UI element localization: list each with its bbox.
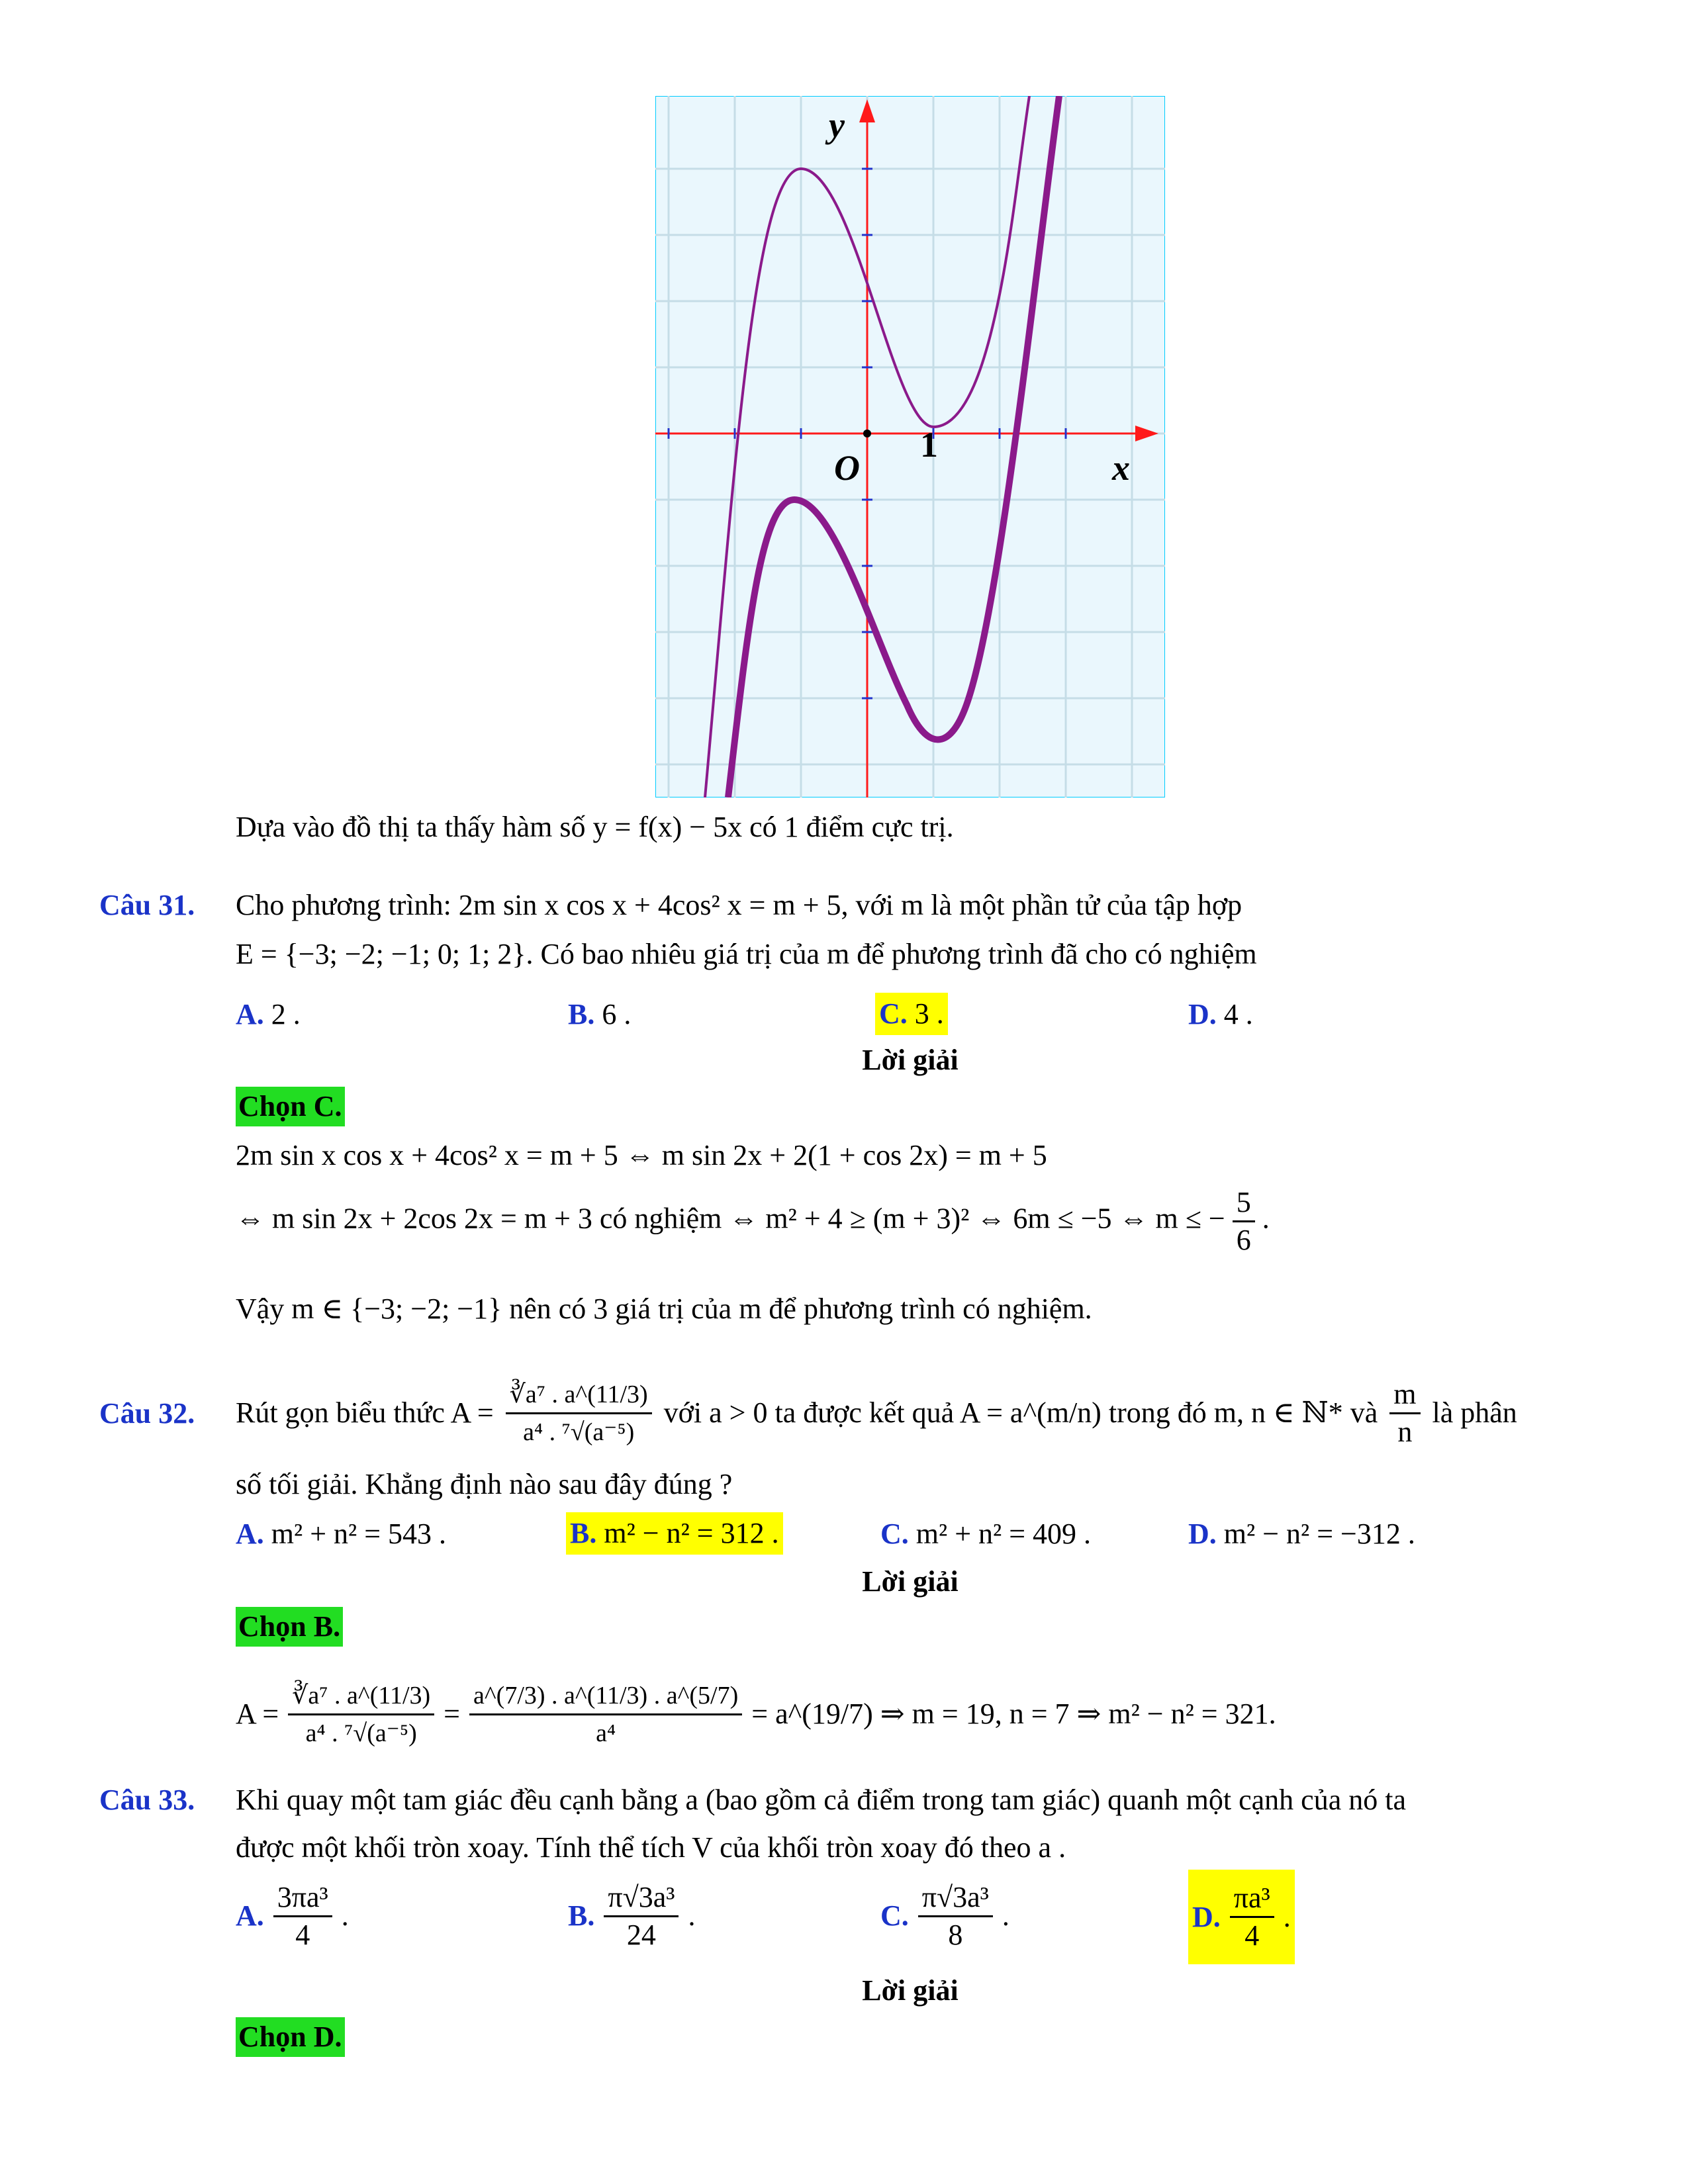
option-fraction (604, 1880, 679, 1953)
q32-choice: Chọn B. (236, 1607, 343, 1647)
option-letter: A. (236, 1899, 264, 1932)
q33-option-b[interactable]: B. $\frac{\text{π√3a³}}{24}$ . (568, 1873, 695, 1959)
q31-step2-fraction (1233, 1185, 1255, 1258)
option-letter: D. (1192, 1900, 1221, 1933)
option-value: 6 . (602, 998, 632, 1030)
q31-step2-text: ⇔ m sin 2x + 2cos 2x = m + 3 có nghiệm ⇔ m² + 4 ≥ (m + 3)² ⇔ 6m ≤ −5 ⇔ m ≤ − (236, 1202, 1225, 1235)
q33-option-a[interactable]: A. $\frac{\text{3πa³}}{4}$ . (236, 1873, 349, 1959)
option-value: 4 . (1223, 998, 1253, 1030)
option-value: m² − n² = 312 . (604, 1517, 779, 1549)
option-letter: D. (1188, 998, 1217, 1030)
option-letter: C. (879, 997, 908, 1030)
axis-x-label: x (1112, 448, 1130, 488)
question-31-line2: E = {−3; −2; −1; 0; 1; 2}. Có bao nhiêu giá trị của m để phương trình đã cho có nghiệm (236, 938, 1257, 970)
q33-option-c[interactable]: C. $\frac{\text{π√3a³}}{8}$ . (880, 1873, 1009, 1959)
origin-label: O (834, 448, 860, 488)
q31-step1: 2m sin x cos x + 4cos² x = m + 5 ⇔ m sin 2x + 2(1 + cos 2x) = m + 5 (236, 1139, 1047, 1171)
q32-solution-title: Lời giải (862, 1565, 959, 1598)
fraction-denominator: a⁴ (596, 1719, 616, 1747)
option-letter: A. (236, 1518, 264, 1550)
question-32-line1 (236, 1350, 1517, 1476)
fraction-numerator: πa³ (1230, 1880, 1274, 1918)
question-31-line1: Cho phương trình: 2m sin x cos x + 4cos² x = m + 5, với m là một phần tử của tập hợp (236, 889, 1243, 921)
q33-solution-title: Lời giải (862, 1974, 959, 2007)
fraction-denominator: 8 (948, 1918, 963, 1951)
fraction-numerator: ∛a⁷ . a^(11/3) (288, 1678, 434, 1715)
q32-mn-fraction (1389, 1377, 1420, 1450)
fraction-denominator: 4 (1244, 1919, 1260, 1952)
q32-sol-tail: = a^(19/7) ⇒ m = 19, n = 7 ⇒ m² − n² = 321. (751, 1698, 1276, 1730)
question-33-line2: được một khối tròn xoay. Tính thể tích V của khối tròn xoay đó theo a . (236, 1831, 1066, 1864)
fraction-numerator: ∛a⁷ . a^(11/3) (506, 1377, 652, 1414)
option-letter: D. (1188, 1518, 1217, 1550)
q32-intro: Rút gọn biểu thức A = (236, 1396, 494, 1429)
q31-option-b[interactable] (568, 996, 631, 1033)
fraction-numerator: π√3a³ (918, 1880, 993, 1917)
q32-option-c[interactable] (880, 1516, 1091, 1553)
q32-sol-fraction-2 (469, 1678, 742, 1751)
q31-step2: ⇔ m sin 2x + 2cos 2x = m + 3 có nghiệm ⇔ m² + 4 ≥ (m + 3)² ⇔ 6m ≤ −5 ⇔ m ≤ − $\frac{5}{6}$ . (236, 1185, 1270, 1258)
option-letter: B. (568, 998, 595, 1030)
fraction-numerator: m (1389, 1377, 1420, 1414)
q32-solution-line (236, 1655, 1276, 1774)
q32-sol-fraction-1 (288, 1678, 434, 1751)
option-letter: C. (880, 1518, 909, 1550)
q31-step3: Vậy m ∈ {−3; −2; −1} nên có 3 giá trị của m để phương trình có nghiệm. (236, 1293, 1092, 1325)
fraction-numerator: 3πa³ (273, 1880, 332, 1917)
option-value: m² + n² = 543 . (271, 1518, 447, 1550)
q31-option-a[interactable] (236, 996, 301, 1033)
fraction-denominator: a⁴ . ⁷√(a⁻⁵) (305, 1719, 417, 1747)
option-letter: B. (568, 1899, 595, 1932)
option-value: 2 . (271, 998, 301, 1030)
q31-option-c[interactable] (875, 993, 948, 1035)
q31-option-d[interactable] (1188, 996, 1253, 1033)
q32-mid: với a > 0 ta được kết quả A = a^(m/n) trong đó m, n ∈ ℕ* và (663, 1396, 1378, 1429)
axis-y-label: y (829, 105, 845, 145)
q32-option-d[interactable] (1188, 1516, 1415, 1553)
fraction-denominator: 4 (295, 1918, 310, 1951)
fraction-denominator: 6 (1236, 1224, 1251, 1256)
question-33-line1: Khi quay một tam giác đều cạnh bằng a (bao gồm cả điểm trong tam giác) quanh một cạnh của nó ta (236, 1784, 1406, 1816)
option-value: m² − n² = −312 . (1223, 1518, 1415, 1550)
q31-solution-title: Lời giải (862, 1044, 959, 1076)
q32-option-a[interactable] (236, 1516, 446, 1553)
function-graph (655, 96, 1165, 797)
option-letter: A. (236, 998, 264, 1030)
q31-choice: Chọn C. (236, 1087, 345, 1126)
fraction-denominator: n (1397, 1415, 1413, 1448)
q33-choice: Chọn D. (236, 2017, 345, 2057)
graph-caption: Dựa vào đồ thị ta thấy hàm số y = f(x) − 5x có 1 điểm cực trị. (236, 811, 954, 843)
option-value: 3 . (914, 997, 944, 1030)
option-letter: C. (880, 1899, 909, 1932)
option-fraction (273, 1880, 332, 1953)
question-32-line2: số tối giải. Khẳng định nào sau đây đúng ? (236, 1468, 733, 1500)
q32-sol-equals: = (444, 1698, 460, 1730)
option-fraction (1230, 1880, 1274, 1954)
option-letter: B. (570, 1517, 597, 1549)
fraction-denominator: a⁴ . ⁷√(a⁻⁵) (523, 1418, 635, 1446)
fraction-numerator: 5 (1233, 1185, 1255, 1222)
q32-expression-fraction (506, 1377, 652, 1450)
question-33-label: Câu 33. (99, 1784, 195, 1816)
fraction-numerator: π√3a³ (604, 1880, 679, 1917)
question-32-label: Câu 32. (99, 1397, 195, 1430)
fraction-numerator: a^(7/3) . a^(11/3) . a^(5/7) (469, 1678, 742, 1715)
q32-tail: là phân (1432, 1396, 1517, 1429)
tick-one-label: 1 (920, 425, 938, 465)
option-fraction (918, 1880, 993, 1953)
q33-option-d[interactable]: D. $\frac{\text{πa³}}{4}$ . (1188, 1870, 1295, 1964)
q32-sol-a: A = (236, 1698, 279, 1730)
question-31-label: Câu 31. (99, 889, 195, 921)
fraction-denominator: 24 (626, 1918, 656, 1951)
option-value: m² + n² = 409 . (915, 1518, 1092, 1550)
q32-option-b[interactable] (566, 1512, 783, 1555)
